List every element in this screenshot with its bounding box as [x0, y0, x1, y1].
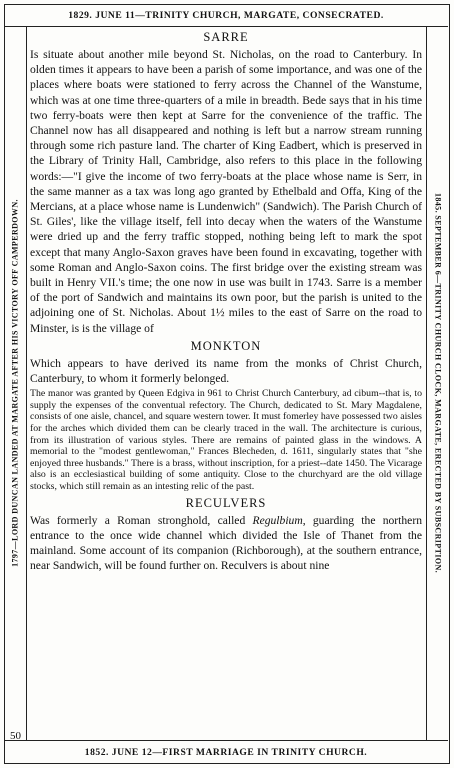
- reculvers-paragraph: [30, 513, 422, 574]
- reculvers-latin-name: Regulbium: [252, 513, 303, 527]
- left-margin-almanac-note: 1797—LORD DUNCAN LANDED AT MARGATE AFTER HIS VICTORY OFF CAMPERDOWN.: [10, 199, 20, 567]
- monkton-small-print: The manor was granted by Queen Edgiva in 961 to Christ Church Canterbury, ad cibum--that is, to supply the expenses of the conventual refectory. The Church, dedicated to St. Mary Magdalene, consists of one aisle, chancel, and square western tower. It must fomerley have possessed two aisles for the arches which divided them can be clearly traced in the wall. The architecture is curious, from its illustration of various styles. There are remains of painted glass in the windows. A memorial to the "modest gentlewoman," Frances Blecheden, d. 1611, singularly states that "she enjoyed three husbands." There is a brass, without inscription, for a priest--date 1450. The Vicarage also is an ecclesiastical building of some antiquity. Close to the churchyard are the old village stocks, which still remain as an intesting relic of the past.: [30, 388, 422, 493]
- bottom-almanac-footer: 1852. JUNE 12—FIRST MARRIAGE IN TRINITY CHURCH.: [4, 740, 448, 763]
- page-number: 50: [10, 730, 21, 742]
- top-almanac-header: 1829. JUNE 11—TRINITY CHURCH, MARGATE, CONSECRATED.: [4, 4, 448, 27]
- section-title-monkton: MONKTON: [190, 338, 262, 353]
- monkton-paragraph: Which appears to have derived its name from the monks of Christ Church, Canterbury, to whom it formerly belonged.: [30, 356, 422, 386]
- main-text-column: [30, 30, 422, 738]
- section-title-reculvers: RECULVERS: [185, 495, 267, 510]
- reculvers-text-end: , guarding the northern entrance to the once wide channel which divided the Isle of Thanet from the mainland. Some account of its companion (Richborough), at the southern entrance, near Sandwich, will be found further on. Reculvers is about nine: [30, 513, 422, 573]
- left-margin-strip: [4, 26, 27, 740]
- sarre-paragraph: Is situate about another mile beyond St. Nicholas, on the road to Canterbury. In olden times it appears to have been a parish of some importance, and was one of the places where boats were stationed to ferry across the Channel of the Wanstume, which was at one time three-quarters of a mile in breadth. Bede says that in his time two ferry-boats were then kept at Sarre for the convenience of the traffic. The Channel now has all disappeared and nothing is left but a narrow stream running through some rich pasture land. The charter of King Eadbert, which is preserved in the Library of Trinity Hall, Cambridge, also refers to this place in the following words:—"I give the income of two ferry-boats at the place whose name is Serr, in the same manner as a tax was long ago granted by Ethelbald and Offa, King of the Mercians, at a place whose name is Lundenwich" (Sandwich). The Parish Church of St. Giles', like the village itself, fell into decay when the waters of the Wanstume were dried up and the ferry traffic stopped, nothing being left to mark the spot except that many Anglo-Saxon graves have been found in excavating, together with some Roman and Anglo-Saxon coins. The first bridge over the existing stream was built in Henry VII.'s time; the one now in use was built in 1743. Sarre is a member of the port of Sandwich and maintains its own poor, but the parish is united to the adjoining one of St. Nicholas. About 1½ miles to the east of Sarre on the road to Minster, is is the village of: [30, 48, 422, 335]
- section-title-sarre: SARRE: [203, 30, 249, 44]
- reculvers-text-start: Was formerly a Roman stronghold, called: [30, 513, 253, 527]
- right-margin-almanac-note: 1845. SEPTEMBER 6—TRINITY CHURCH CLOCK, MARGATE, ERECTED BY SUBSCRIPTION.: [433, 192, 443, 574]
- right-margin-strip: [426, 26, 449, 740]
